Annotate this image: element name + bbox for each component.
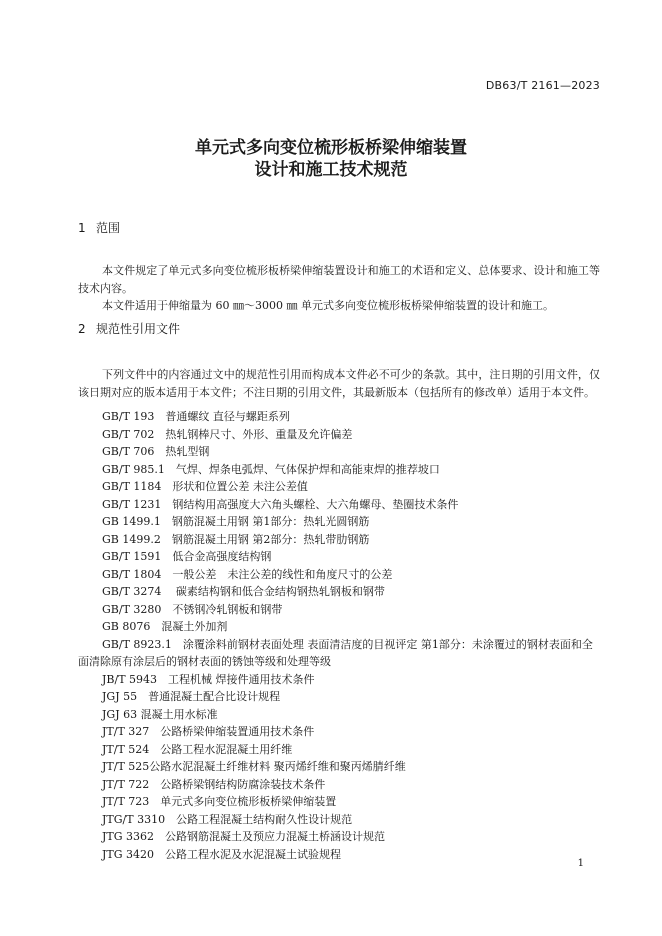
reference-item: GB/T 3274 碳素结构钢和低合金结构钢热轧钢板和钢带 bbox=[102, 585, 385, 598]
reference-item: GB/T 1804 一般公差 未注公差的线性和角度尺寸的公差 bbox=[102, 567, 393, 581]
scope-paragraph-2: 本文件适用于伸缩量为 60 ㎜～3000 ㎜ 单元式多向变位梳形板桥梁伸缩装置的设计和施工。 bbox=[102, 299, 554, 312]
reference-item: JT/T 524 公路工程水泥混凝土用纤维 bbox=[102, 742, 293, 756]
reference-item: GB/T 706 热轧型钢 bbox=[102, 445, 210, 458]
reference-item: JB/T 5943 工程机械 焊接件通用技术条件 bbox=[102, 672, 315, 686]
reference-item: GB/T 8923.1 涂覆涂料前钢材表面处理 表面清洁度的目视评定 第1部分：未涂覆过的钢材表面和全面清除原有涂层后的钢材表面的锈蚀等级和处理等级 bbox=[78, 637, 593, 668]
reference-item: JTG 3420 公路工程水泥及水泥混凝土试验规程 bbox=[102, 847, 342, 861]
reference-item: GB 8076 混凝土外加剂 bbox=[102, 620, 228, 633]
reference-item: GB/T 193 普通螺纹 直径与螺距系列 bbox=[102, 410, 290, 423]
scope-paragraph-1: 本文件规定了单元式多向变位梳形板桥梁伸缩装置设计和施工的术语和定义、总体要求、设计和施工等技术内容。 bbox=[78, 264, 600, 295]
section-heading-normative-references bbox=[78, 321, 180, 337]
reference-item: GB/T 702 热轧钢棒尺寸、外形、重量及允许偏差 bbox=[102, 427, 353, 441]
section-heading-text: 范围 bbox=[96, 221, 121, 235]
reference-item: JT/T 327 公路桥梁伸缩装置通用技术条件 bbox=[102, 725, 315, 738]
reference-item: JT/T 723 单元式多向变位梳形板桥梁伸缩装置 bbox=[102, 795, 337, 808]
section-heading-scope bbox=[78, 220, 120, 236]
reference-item: GB/T 1184 形状和位置公差 未注公差值 bbox=[102, 480, 308, 493]
reference-item: JTG/T 3310 公路工程混凝土结构耐久性设计规范 bbox=[102, 812, 353, 826]
section-number: 2 bbox=[78, 322, 86, 336]
reference-item: JT/T 722 公路桥梁钢结构防腐涂装技术条件 bbox=[102, 777, 326, 791]
reference-item: GB/T 1231 钢结构用高强度大六角头螺栓、大六角螺母、垫圈技术条件 bbox=[102, 497, 459, 511]
reference-item: GB 1499.1 钢筋混凝土用钢 第1部分：热轧光圆钢筋 bbox=[102, 515, 370, 528]
document-title-line-2: 设计和施工技术规范 bbox=[254, 160, 408, 180]
reference-item: GB/T 1591 低合金高强度结构钢 bbox=[102, 550, 272, 563]
section-heading-text: 规范性引用文件 bbox=[96, 322, 181, 336]
reference-item: GB 1499.2 钢筋混凝土用钢 第2部分：热轧带肋钢筋 bbox=[102, 532, 370, 546]
reference-item: JT/T 525公路水泥混凝土纤维材料 聚丙烯纤维和聚丙烯腈纤维 bbox=[102, 760, 406, 773]
reference-item: JGJ 63 混凝土用水标准 bbox=[102, 707, 218, 721]
page-number: 1 bbox=[577, 858, 584, 869]
reference-item: GB/T 3280 不锈钢冷轧钢板和钢带 bbox=[102, 602, 283, 616]
reference-item: JGJ 55 普通混凝土配合比设计规程 bbox=[102, 690, 281, 703]
document-code: DB63/T 2161—2023 bbox=[485, 79, 600, 92]
document-title-line-1: 单元式多向变位梳形板桥梁伸缩装置 bbox=[195, 138, 467, 158]
reference-list bbox=[78, 408, 600, 863]
reference-item: GB/T 985.1 气焊、焊条电弧焊、气体保护焊和高能束焊的推荐坡口 bbox=[102, 462, 440, 476]
references-intro-paragraph: 下列文件中的内容通过文中的规范性引用而构成本文件必不可少的条款。其中，注日期的引用文件，仅该日期对应的版本适用于本文件；不注日期的引用文件，其最新版本（包括所有的修改单）适用于本文件。 bbox=[78, 368, 600, 399]
reference-item: JTG 3362 公路钢筋混凝土及预应力混凝土桥涵设计规范 bbox=[102, 830, 386, 843]
section-number: 1 bbox=[78, 221, 86, 235]
